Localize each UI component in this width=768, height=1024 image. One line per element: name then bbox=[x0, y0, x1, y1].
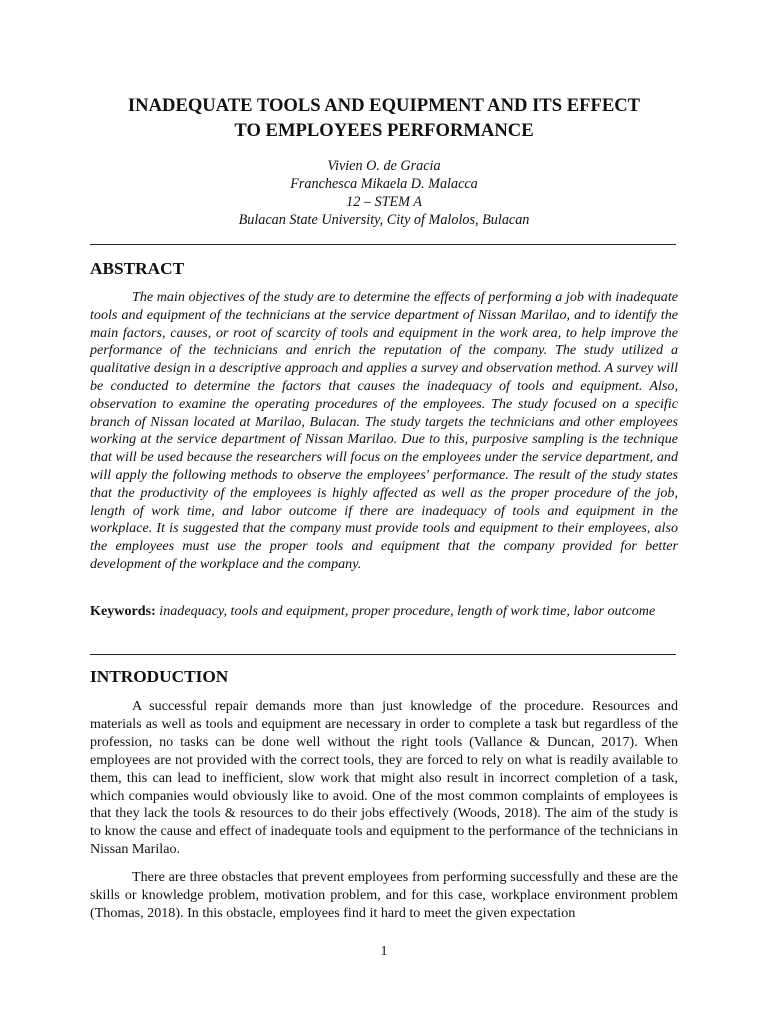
author-block bbox=[90, 157, 678, 229]
title-line-2: TO EMPLOYEES PERFORMANCE bbox=[234, 120, 534, 141]
author-section: 12 – STEM A bbox=[346, 194, 422, 210]
author-affiliation: Bulacan State University, City of Malolos, Bulacan bbox=[238, 212, 530, 228]
divider-line bbox=[90, 244, 676, 245]
divider-line bbox=[90, 654, 676, 655]
page-number: 1 bbox=[380, 944, 388, 959]
introduction-paragraph-1: A successful repair demands more than just knowledge of the procedure. Resources and materials as well as tools and equipment are necessary in order to complete a task but regardless of the profession, no tasks can be done well without the right tools (Vallance & Duncan, 2017). When employees are not provided with the correct tools, they are forced to rely on what is readily available to them, this can lead to inefficient, slow work that might also result in incorrect completion of a task, which companies would obviously like to avoid. One of the most common complaints of employees is that they lack the tools & resources to do their jobs effectively (Woods, 2018). The aim of the study is to know the cause and effect of inadequate tools and equipment to the performance of the technicians in Nissan Marilao. bbox=[90, 698, 678, 858]
author-name: Franchesca Mikaela D. Malacca bbox=[290, 176, 478, 192]
introduction-heading: INTRODUCTION bbox=[90, 667, 229, 686]
keywords bbox=[90, 603, 678, 621]
paper-title bbox=[90, 93, 678, 143]
abstract-text: The main objectives of the study are to determine the effects of performing a job with inadequate tools and equipment of the technicians at the service department of Nissan Marilao, and to identify the main factors, causes, or root of scarcity of tools and equipment in the work area, to help improve the performance of the technicians and enrich the reputation of the company. The study utilized a qualitative design in a descriptive approach and applies a survey and observation method. A survey will be conducted to determine the factors that causes the inadequacy of tools and equipment. Also, observation to examine the operating procedures of the employees. The study focused on a specific branch of Nissan located at Marilao, Bulacan. The study targets the technicians and other employees working at the service department of Nissan Marilao. Due to this, purposive sampling is the technique that will be used because the researchers will focus on the employees under the service department, and will apply the following methods to observe the employees' performance. The result of the study states that the productivity of the employees is highly affected as well as the proper procedure of the job, length of work time, and labor outcome if there are inadequacy of tools and equipment in the workplace. It is suggested that the company must provide tools and equipment to their employees, also the employees must use the proper tools and equipment that the company provided for better development of the workplace and the company. bbox=[90, 289, 678, 572]
keywords-list: inadequacy, tools and equipment, proper procedure, length of work time, labor outcome bbox=[159, 603, 656, 619]
abstract-heading: ABSTRACT bbox=[90, 259, 185, 278]
keywords-label: Keywords: bbox=[90, 603, 156, 619]
author-name: Vivien O. de Gracia bbox=[327, 158, 441, 174]
introduction-paragraph-2: There are three obstacles that prevent employees from performing successfully and these are the skills or knowledge problem, motivation problem, and for this case, workplace environment problem (Thomas, 2018). In this obstacle, employees find it hard to meet the given expectation bbox=[90, 869, 678, 921]
title-line-1: INADEQUATE TOOLS AND EQUIPMENT AND ITS EFFECT bbox=[127, 95, 641, 116]
